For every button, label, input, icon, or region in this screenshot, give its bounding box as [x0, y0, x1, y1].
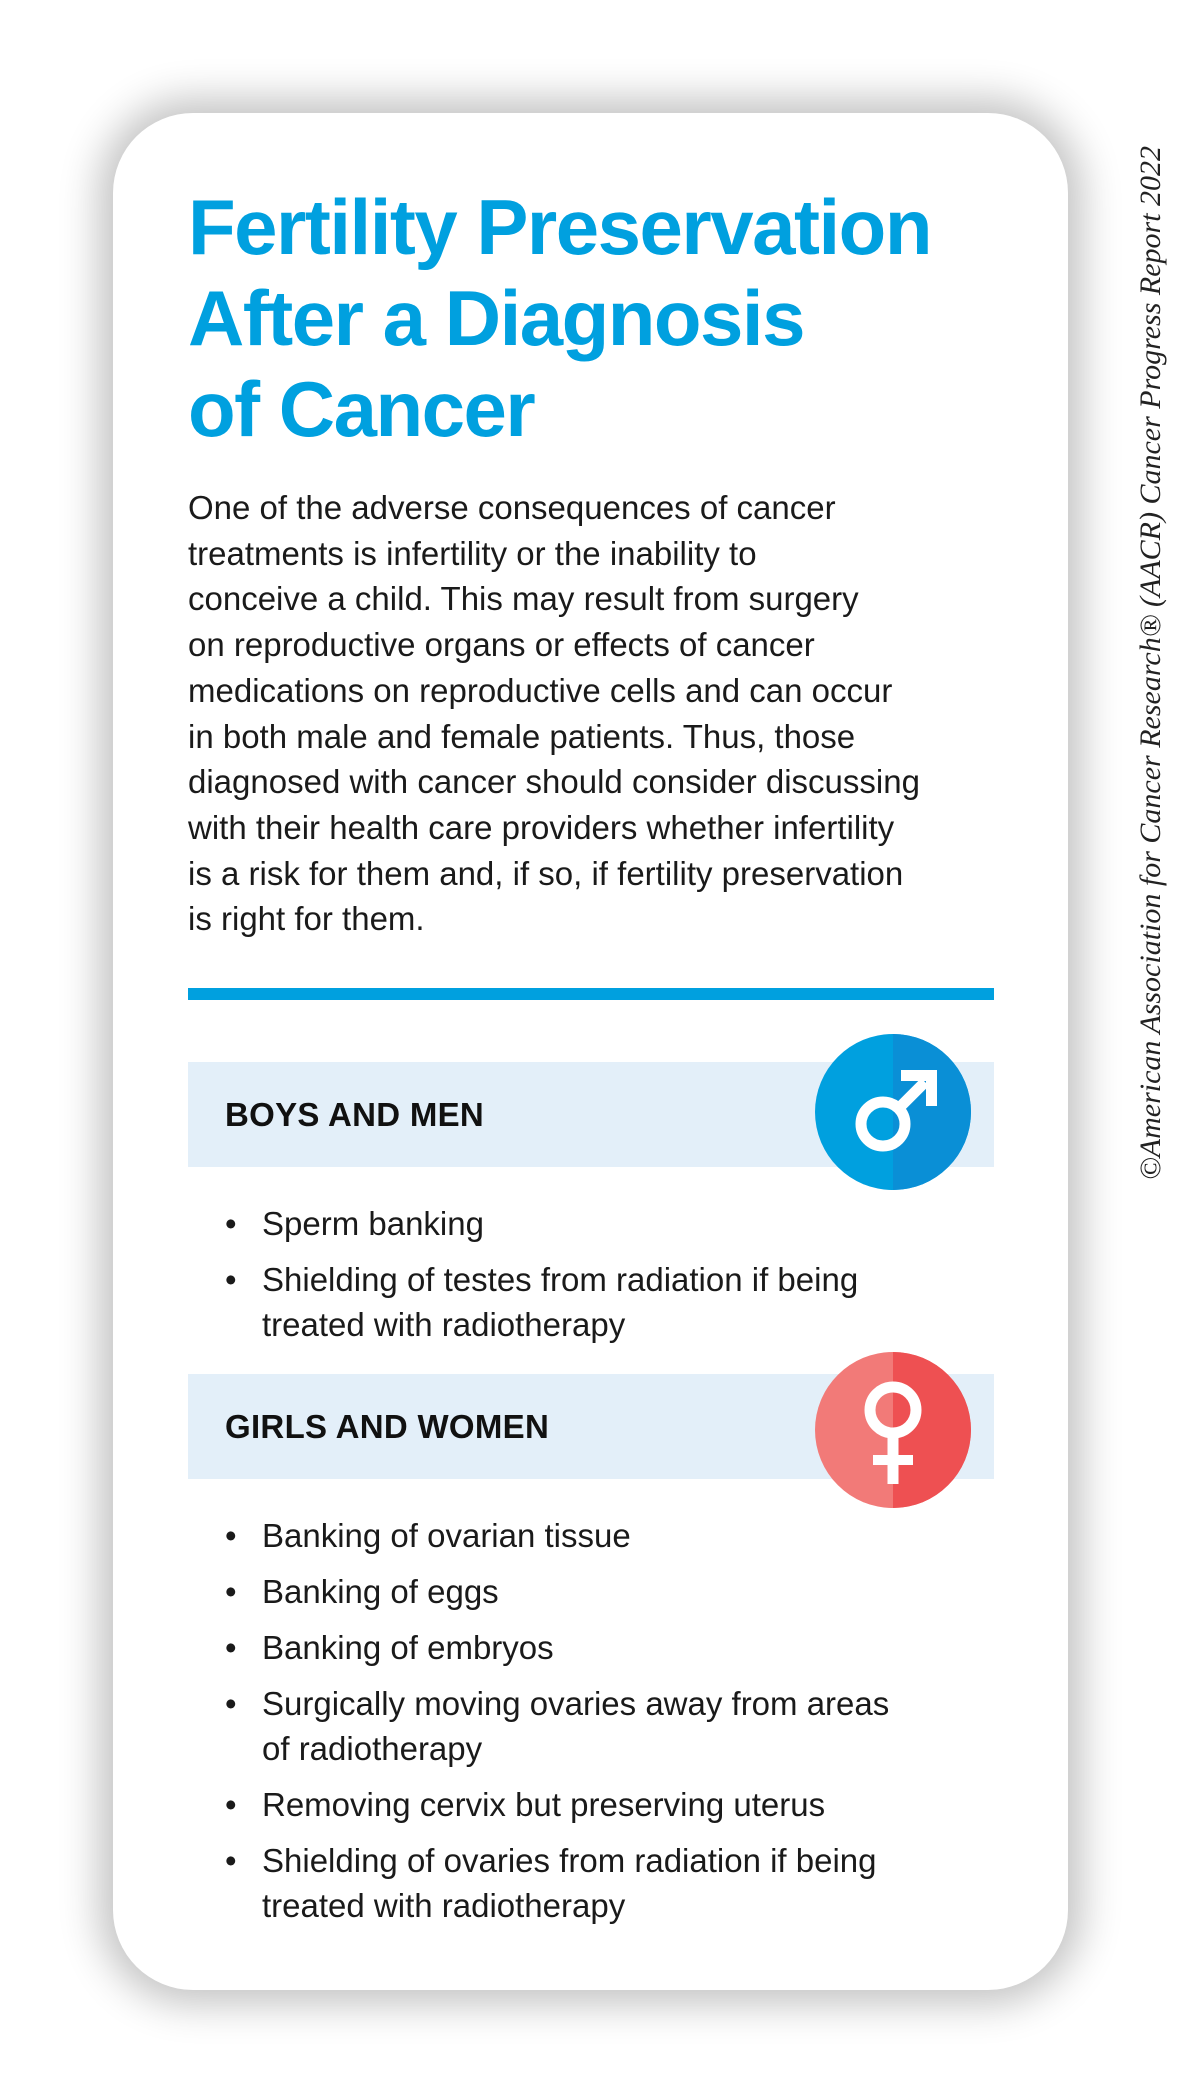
list-item: • Sperm banking	[225, 1201, 985, 1246]
intro-paragraph: One of the adverse consequences of cancer treatments is infertility or the inability to conceive a child. This may result from surgery on reproductive organs or effects of cancer medications on reproductive cells and can occur in both male and female patients. Thus, those diagnosed with cancer should consider discussing with their health care providers whether infertility is a risk for them and, if so, if fertility preservation is right for them.	[188, 489, 920, 938]
copyright-text: ©American Association for Cancer Research® (AACR) Cancer Progress Report 2022	[1134, 145, 1167, 1180]
male-symbol-icon	[815, 1034, 971, 1190]
divider-rule	[188, 988, 994, 1000]
copyright-notice	[1101, 110, 1167, 1200]
list-item: • Surgically moving ovaries away from areas of radiotherapy	[225, 1681, 985, 1771]
female-symbol-icon	[815, 1352, 971, 1508]
boys-and-men-list	[225, 1201, 985, 1358]
girls-and-women-list	[225, 1513, 985, 1939]
list-item: • Banking of embryos	[225, 1625, 985, 1670]
list-item: • Banking of eggs	[225, 1569, 985, 1614]
list-item: • Shielding of ovaries from radiation if being treated with radiotherapy	[225, 1838, 985, 1928]
list-item: • Shielding of testes from radiation if being treated with radiotherapy	[225, 1257, 985, 1347]
boys-and-men-heading: BOYS AND MEN	[225, 1096, 485, 1133]
page-title: Fertility Preservation After a Diagnosis of Cancer	[188, 183, 931, 453]
list-item: • Banking of ovarian tissue	[225, 1513, 985, 1558]
girls-and-women-heading: GIRLS AND WOMEN	[225, 1408, 550, 1445]
list-item: • Removing cervix but preserving uterus	[225, 1782, 985, 1827]
